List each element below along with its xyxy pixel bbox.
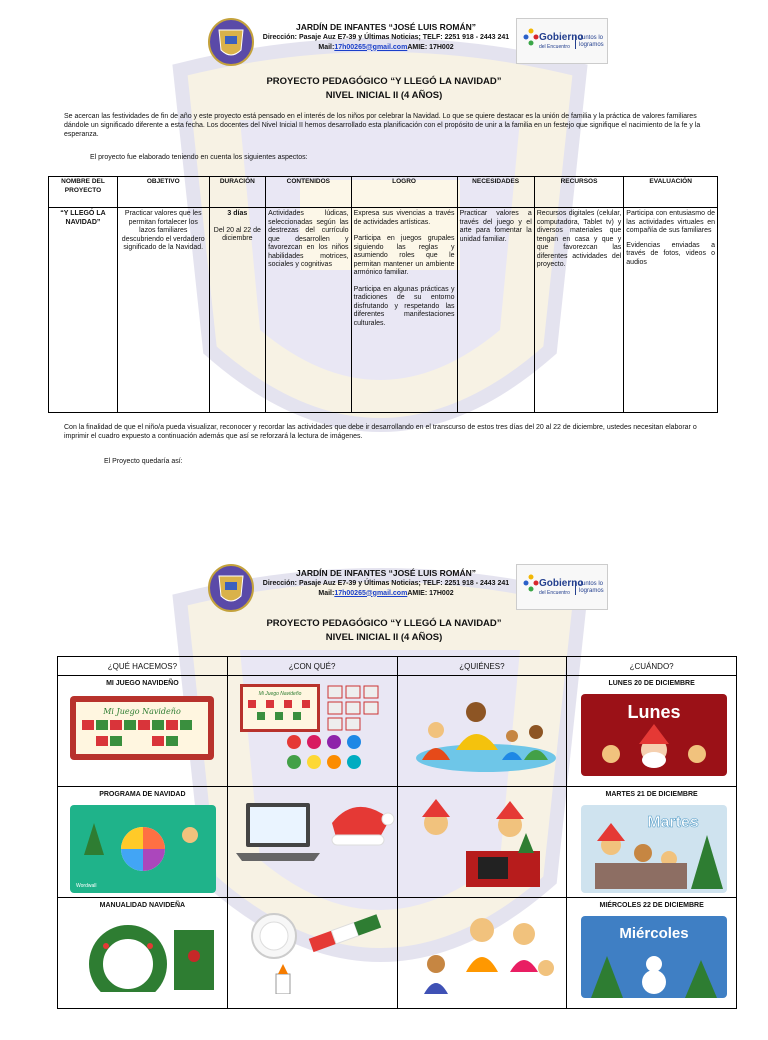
schedule-row xyxy=(58,898,737,1009)
government-subtitle: del Encuentro xyxy=(539,44,570,50)
amie-code-2: AMIE: 17H002 xyxy=(407,589,454,597)
header-objetivo: OBJETIVO xyxy=(117,177,209,208)
government-slogan-2: Juntos lo logramos xyxy=(575,581,607,595)
cell-duracion xyxy=(209,208,266,413)
con-que-cell xyxy=(227,787,397,898)
school-mail-line-2 xyxy=(256,589,516,599)
quienes-cell xyxy=(397,787,567,898)
project-table xyxy=(48,176,718,413)
schedule-row xyxy=(58,676,737,787)
project-level: NIVEL INICIAL II (4 AÑOS) xyxy=(325,90,443,101)
aspects-line: El proyecto fue elaborado teniendo en cuenta los siguientes aspectos: xyxy=(90,154,308,161)
online-program-image xyxy=(70,805,216,893)
day-label: MARTES 21 DE DICIEMBRE xyxy=(605,791,698,798)
quienes-cell xyxy=(397,676,567,787)
evaluacion-2: Evidencias enviadas a través de fotos, videos o audios xyxy=(626,241,715,266)
logro-2: Participa en juegos grupales siguiendo las reglas y asumiendo roles que le permitan mantener un ambiente armónico familiar. xyxy=(353,235,455,276)
game-title-text: Mi Juego Navideño xyxy=(103,707,181,716)
amie-code: AMIE: 17H002 xyxy=(407,43,454,51)
cell-recursos: Recursos digitales (celular, computadora, Tablet tv) y diversos materiales que tengan en casa y que y que favorezcan las diferentes actividades del proyecto. xyxy=(534,208,624,413)
school-address: Dirección: Pasaje Auz E7-39 y Últimas Noticias; TELF: 2251 918 - 2443 241 xyxy=(262,34,510,41)
schedule-table xyxy=(57,656,737,1009)
lunes-santa-image xyxy=(581,694,727,776)
day-image-text: Lunes xyxy=(627,702,681,722)
project-table-row xyxy=(49,208,718,413)
intro-paragraph: Se acercan las festividades de fin de año y este proyecto está pensado en el interés de los niños por celebrar la Navidad. Lo que se quiere destacar es la unión de familia y la práctica de valores familiares dándole un significado diferente a esta fecha. Los docentes del Nivel Inicial II hemos desarrollado esta planificación con el propósito de unir a la familia en un festejo que signifique el nacimiento de la fe y la esperanza. xyxy=(64,113,701,138)
martes-family-image xyxy=(581,805,727,893)
que-cell xyxy=(58,898,228,1009)
school-name: JARDÍN DE INFANTES “JOSÉ LUIS ROMÁN” xyxy=(296,22,476,32)
miercoles-snow-image xyxy=(581,916,727,998)
mail-link[interactable]: 17h00265@gmail.com xyxy=(334,43,408,51)
school-address-2: Dirección: Pasaje Auz E7-39 y Últimas Noticias; TELF: 2251 918 - 2443 241 xyxy=(262,580,510,587)
closing-line: El Proyecto quedaría así: xyxy=(104,458,183,465)
cuando-cell xyxy=(567,676,737,787)
col-que: ¿QUÉ HACEMOS? xyxy=(58,657,228,676)
school-shield-logo-2 xyxy=(208,564,254,612)
game-small-title-text: Mi Juego Navideño xyxy=(258,691,302,697)
header-evaluacion: EVALUACIÓN xyxy=(624,177,718,208)
cell-evaluacion xyxy=(624,208,718,413)
family-crafting-image xyxy=(406,908,566,994)
app-brand-text: Wordwall xyxy=(76,883,97,889)
header-logro: LOGRO xyxy=(351,177,457,208)
children-online-class-image xyxy=(406,793,566,889)
project-level-2: NIVEL INICIAL II (4 AÑOS) xyxy=(325,632,443,643)
government-logo xyxy=(516,18,608,64)
activity-label: PROGRAMA DE NAVIDAD xyxy=(99,791,186,798)
duracion-dias: 3 días xyxy=(227,210,248,217)
government-subtitle-2: del Encuentro xyxy=(539,590,570,596)
duracion-fechas: Del 20 al 22 de diciembre xyxy=(213,226,261,242)
col-quienes: ¿QUIÉNES? xyxy=(397,657,567,676)
header-duracion: DURACIÓN xyxy=(209,177,266,208)
activity-label: MI JUEGO NAVIDEÑO xyxy=(106,680,179,687)
letterhead-2 xyxy=(208,564,608,616)
cell-nombre: “Y LLEGÓ LA NAVIDAD” xyxy=(49,208,118,413)
cell-objetivo: Practicar valores que les permitan fortalecer los lazos familiares descubriendo el verdadero significado de la Navidad. xyxy=(117,208,209,413)
day-label: LUNES 20 DE DICIEMBRE xyxy=(608,680,695,687)
letterhead-text xyxy=(256,22,516,52)
logro-3: Participa en algunas prácticas y tradiciones de su entorno disfrutando y respetando las diferentes manifestaciones culturales. xyxy=(353,285,455,327)
letterhead xyxy=(208,18,608,70)
school-mail-line xyxy=(256,43,516,53)
government-title: Gobierno xyxy=(539,32,584,43)
christmas-wreath-image xyxy=(76,916,216,992)
schedule-row xyxy=(58,787,737,898)
craft-materials-image xyxy=(236,908,396,994)
mail-link-2[interactable]: 17h00265@gmail.com xyxy=(334,589,408,597)
col-cuando: ¿CUÁNDO? xyxy=(567,657,737,676)
con-que-cell xyxy=(227,676,397,787)
mail-label: Mail: xyxy=(318,43,335,51)
header-necesidades: NECESIDADES xyxy=(457,177,534,208)
government-emblem-icon-2 xyxy=(523,573,539,597)
school-name-2: JARDÍN DE INFANTES “JOSÉ LUIS ROMÁN” xyxy=(296,568,476,578)
cell-contenidos: Actividades lúdicas, seleccionadas según las destrezas del currículo que desarrollen y favorezcan en los niños habilidades motrices, sociales y cognitivas xyxy=(266,208,351,413)
printable-game-materials-image xyxy=(236,684,396,780)
day-label: MIÉRCOLES 22 DE DICIEMBRE xyxy=(599,902,704,909)
header-nombre: NOMBRE DEL PROYECTO xyxy=(49,177,118,208)
project-title-2: PROYECTO PEDAGÓGICO “Y LLEGÓ LA NAVIDAD” xyxy=(266,618,502,629)
family-playing-game-image xyxy=(406,696,566,776)
header-contenidos: CONTENIDOS xyxy=(266,177,351,208)
government-slogan: Juntos lo logramos xyxy=(575,35,607,49)
mail-label-2: Mail: xyxy=(318,589,335,597)
activity-label: MANUALIDAD NAVIDEÑA xyxy=(99,902,186,909)
que-cell xyxy=(58,676,228,787)
laptop-and-santa-hat-image xyxy=(236,793,396,889)
project-table-header xyxy=(49,177,718,208)
closing-paragraph: Con la finalidad de que el niño/a pueda visualizar, reconocer y recordar las actividades que debe ir desarrollando en el transcurso de estos tres días del 20 al 22 de diciembre, ustedes necesitan elaborar o imprimir el cuadro expuesto a continuación además que así se reforzará la lectura de imágenes. xyxy=(64,424,697,440)
government-title-2: Gobierno xyxy=(539,578,584,589)
quienes-cell xyxy=(397,898,567,1009)
evaluacion-1: Participa con entusiasmo de las actividades virtuales en compañía de sus familiares xyxy=(626,210,715,234)
que-cell xyxy=(58,787,228,898)
school-shield-logo xyxy=(208,18,254,66)
government-emblem-icon xyxy=(523,27,539,51)
project-title: PROYECTO PEDAGÓGICO “Y LLEGÓ LA NAVIDAD” xyxy=(266,76,502,87)
government-logo-2 xyxy=(516,564,608,610)
header-recursos: RECURSOS xyxy=(534,177,624,208)
col-con-que: ¿CON QUÉ? xyxy=(227,657,397,676)
cuando-cell xyxy=(567,787,737,898)
cell-logro xyxy=(351,208,457,413)
schedule-header xyxy=(58,657,737,676)
christmas-board-game-image xyxy=(66,694,218,762)
day-image-text: Miércoles xyxy=(619,925,689,942)
letterhead-text-2 xyxy=(256,568,516,598)
day-image-text: Martes xyxy=(647,814,700,831)
logro-1: Expresa sus vivencias a través de actividades artísticas. xyxy=(353,210,455,226)
con-que-cell xyxy=(227,898,397,1009)
cuando-cell xyxy=(567,898,737,1009)
cell-necesidades: Practicar valores a través del juego y el arte para fomentar la unidad familiar. xyxy=(457,208,534,413)
document-page-2 xyxy=(0,540,768,1024)
